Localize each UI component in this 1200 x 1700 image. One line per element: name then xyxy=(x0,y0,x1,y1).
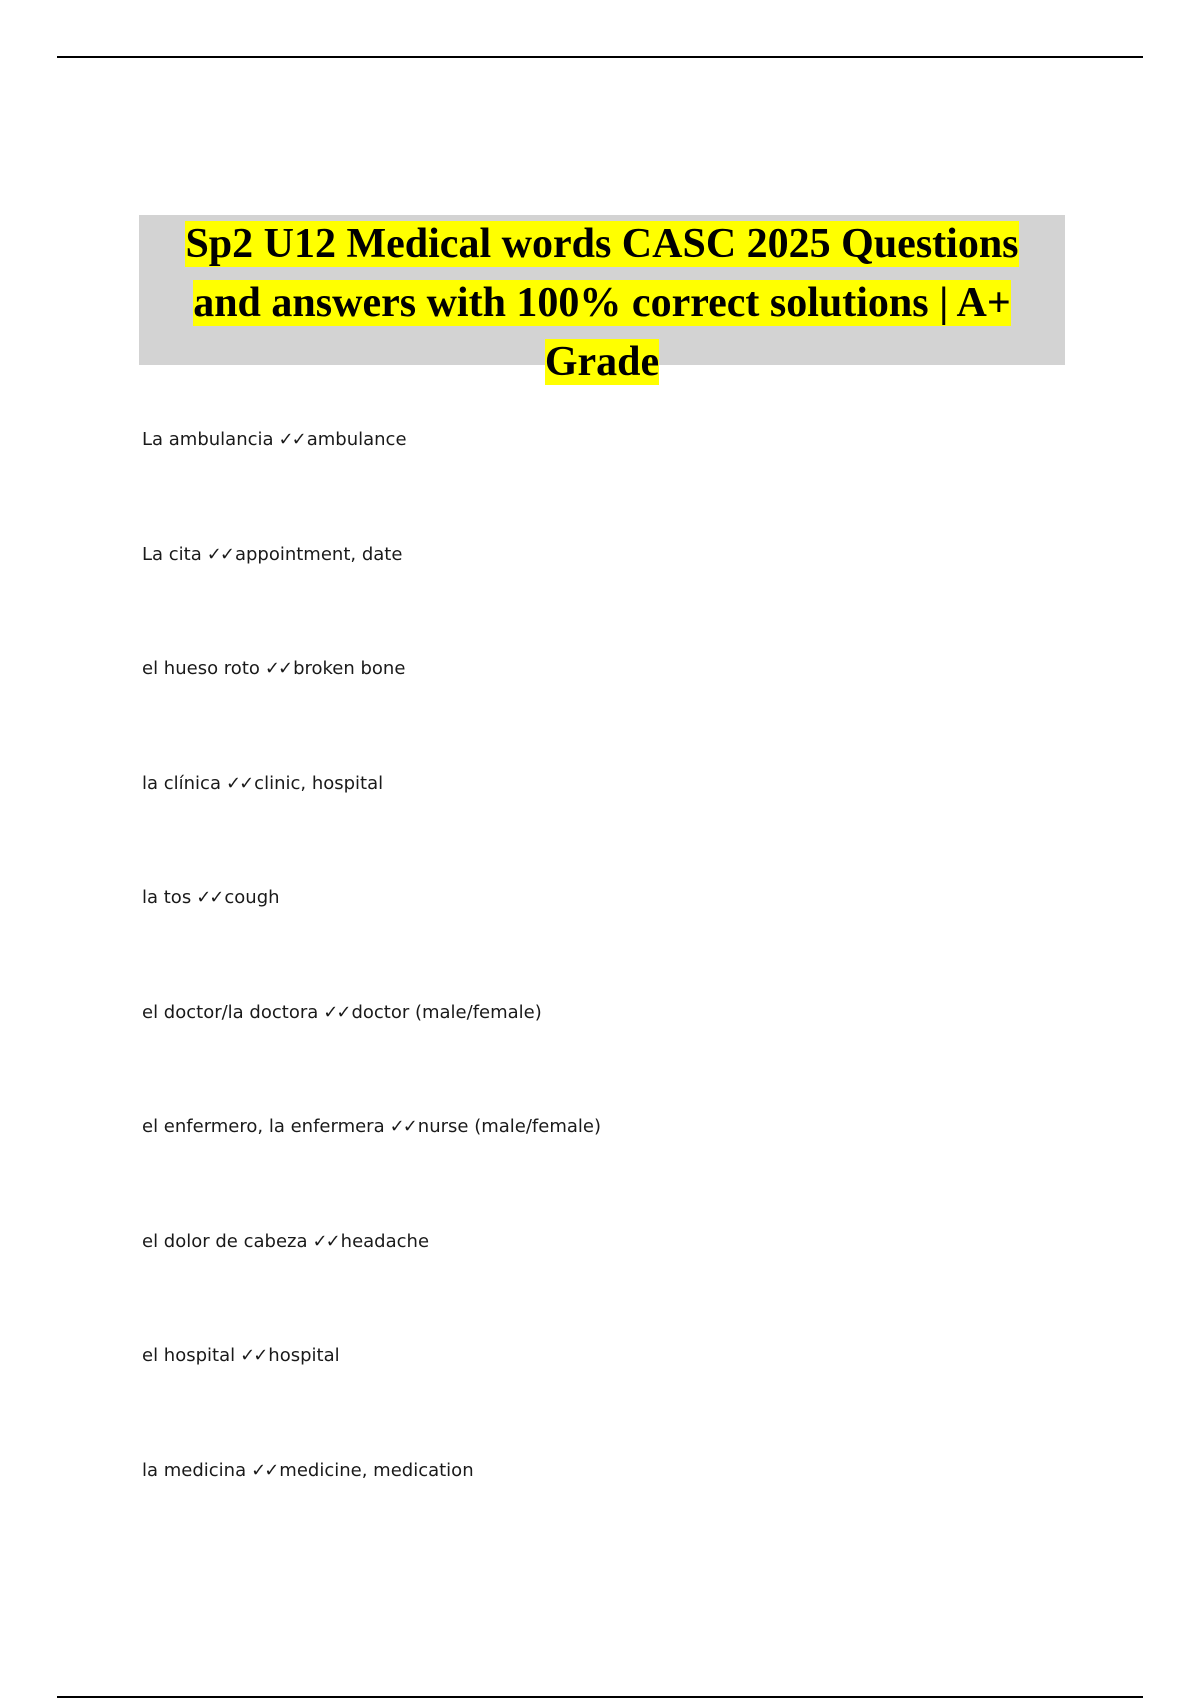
bottom-rule xyxy=(57,1696,1143,1698)
qa-item xyxy=(142,425,1042,540)
double-check-icon: ✓✓ xyxy=(264,658,292,679)
document-title-line-3: Grade xyxy=(544,339,660,385)
qa-item xyxy=(142,769,1042,884)
qa-term: La ambulancia xyxy=(142,429,274,450)
title-line-2 xyxy=(139,278,1065,337)
qa-item xyxy=(142,1227,1042,1342)
qa-item xyxy=(142,998,1042,1113)
qa-definition: hospital xyxy=(268,1345,340,1366)
qa-definition: nurse (male/female) xyxy=(417,1116,601,1137)
qa-definition: clinic, hospital xyxy=(254,772,384,794)
qa-item xyxy=(142,1456,1042,1571)
double-check-icon: ✓✓ xyxy=(251,1459,278,1481)
double-check-icon: ✓✓ xyxy=(226,772,253,794)
qa-item xyxy=(142,1341,1042,1456)
top-rule xyxy=(57,56,1143,58)
double-check-icon: ✓✓ xyxy=(196,887,223,908)
qa-term: la medicina xyxy=(142,1459,247,1481)
qa-term: el hueso roto xyxy=(142,658,260,679)
double-check-icon: ✓✓ xyxy=(312,1230,339,1252)
qa-definition: broken bone xyxy=(293,658,406,679)
qa-term: el doctor/la doctora xyxy=(142,1001,319,1023)
double-check-icon: ✓✓ xyxy=(389,1116,416,1137)
document-title-line-2: and answers with 100% correct solutions | A+ xyxy=(193,280,1011,326)
qa-term: el enfermero, la enfermera xyxy=(142,1116,385,1137)
title-line-1 xyxy=(139,219,1065,278)
double-check-icon: ✓✓ xyxy=(323,1001,350,1023)
qa-item xyxy=(142,1112,1042,1227)
qa-list xyxy=(142,425,1042,1570)
qa-term: la clínica xyxy=(142,772,221,794)
document-title-line-1: Sp2 U12 Medical words CASC 2025 Questions xyxy=(185,221,1019,267)
title-line-3 xyxy=(139,337,1065,396)
qa-definition: cough xyxy=(224,887,280,908)
qa-term: La cita xyxy=(142,543,202,565)
qa-definition: ambulance xyxy=(306,429,407,450)
double-check-icon: ✓✓ xyxy=(206,543,233,565)
qa-definition: medicine, medication xyxy=(279,1459,474,1481)
qa-definition: appointment, date xyxy=(234,543,403,565)
qa-item xyxy=(142,883,1042,998)
qa-term: la tos xyxy=(142,887,192,908)
qa-item xyxy=(142,540,1042,655)
qa-definition: headache xyxy=(340,1230,430,1252)
qa-term: el dolor de cabeza xyxy=(142,1230,308,1252)
qa-definition: doctor (male/female) xyxy=(351,1001,542,1023)
qa-item xyxy=(142,654,1042,769)
double-check-icon: ✓✓ xyxy=(240,1345,267,1366)
qa-term: el hospital xyxy=(142,1345,236,1366)
title-box xyxy=(139,215,1065,385)
double-check-icon: ✓✓ xyxy=(278,429,305,450)
